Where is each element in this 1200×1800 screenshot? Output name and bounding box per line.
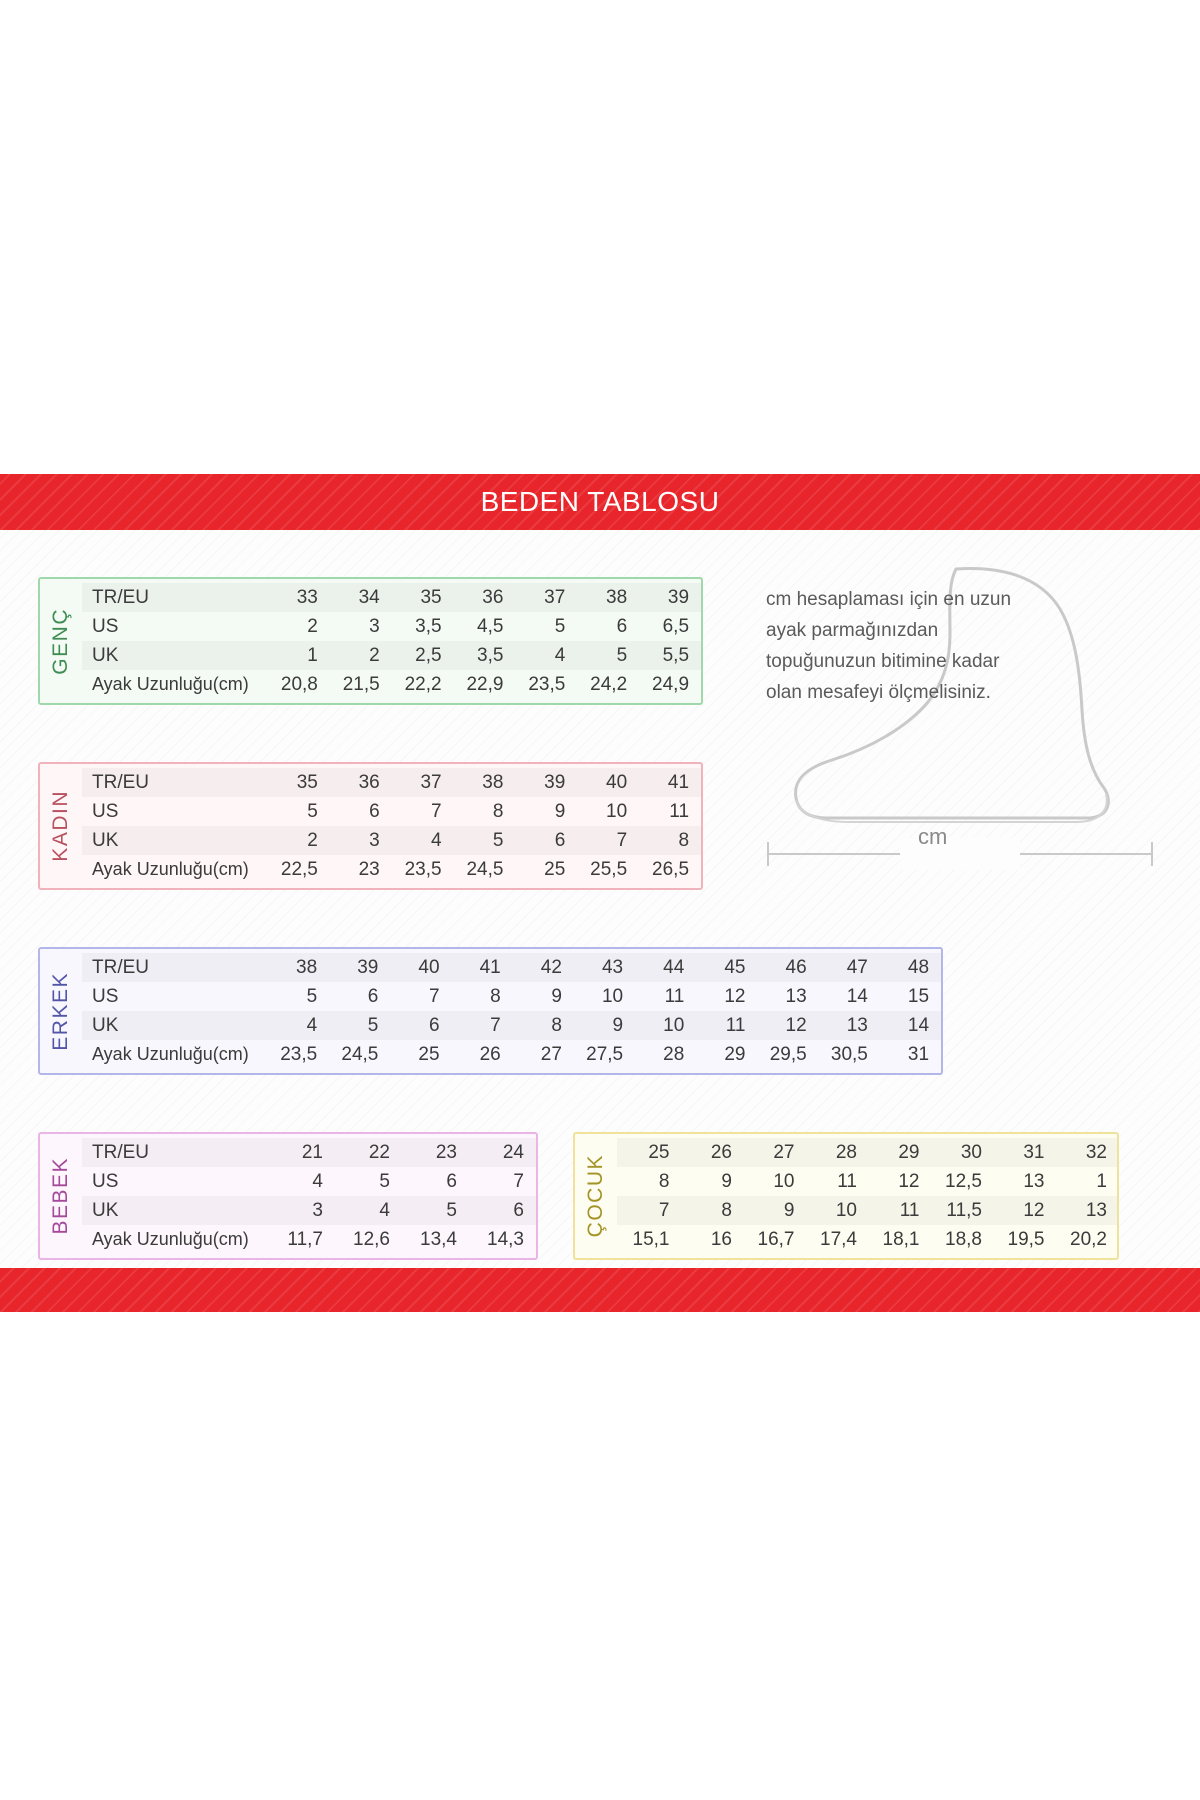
table-cell: 9	[783, 1199, 795, 1221]
group-label-text: GENÇ	[49, 607, 72, 675]
table-cell: 7	[616, 829, 628, 851]
table-row	[82, 1167, 536, 1196]
table-cell: 16	[710, 1228, 732, 1250]
row-cells	[617, 1171, 1117, 1193]
table-cell: 33	[296, 586, 318, 608]
table-cell: 7	[658, 1199, 670, 1221]
table-cell: 14,3	[487, 1228, 524, 1250]
row-cells	[268, 957, 941, 979]
table-cell: 26	[479, 1043, 501, 1065]
row-label: Ayak Uzunluğu(cm)	[92, 1044, 249, 1064]
table-cell: 38	[482, 771, 504, 793]
table-cell: 7	[428, 985, 440, 1007]
table-cell: 4	[306, 1014, 318, 1036]
table-cell: 11,5	[946, 1199, 982, 1221]
row-cells	[268, 1044, 941, 1066]
row-label: US	[92, 800, 119, 822]
table-cell: 23	[435, 1141, 457, 1163]
table-cell: 39	[667, 586, 690, 608]
group-label-kadin	[40, 764, 82, 888]
table-row	[617, 1138, 1117, 1167]
bottom-red-band	[0, 1268, 1200, 1312]
table-cell: 23,5	[528, 673, 566, 695]
size-group-bebek	[38, 1132, 538, 1260]
table-cell: 3,5	[415, 615, 442, 637]
table-cell: 37	[544, 586, 566, 608]
table-cell: 6	[369, 800, 380, 822]
table-cell: 12	[724, 985, 746, 1007]
size-group-cocuk	[573, 1132, 1119, 1260]
row-cells	[268, 587, 701, 609]
table-cell: 22,5	[280, 858, 318, 880]
table-row	[82, 855, 701, 884]
table-cell: 47	[846, 956, 868, 978]
table-cell: 5,5	[662, 644, 690, 666]
table-row	[82, 1196, 536, 1225]
table-cell: 7	[431, 800, 442, 822]
table-cell: 13,4	[420, 1228, 457, 1250]
table-cell: 12,6	[353, 1228, 390, 1250]
row-label: US	[92, 615, 119, 637]
table-row	[82, 768, 701, 797]
table-cell: 11	[725, 1014, 746, 1036]
table-cell: 5	[446, 1199, 457, 1221]
table-cell: 11,7	[287, 1228, 323, 1250]
table-cell: 9	[721, 1170, 732, 1192]
row-label: Ayak Uzunluğu(cm)	[92, 1229, 249, 1249]
table-cell: 8	[658, 1170, 670, 1192]
cm-measure-label: cm	[918, 824, 948, 849]
table-cell: 20,8	[280, 673, 318, 695]
table-cell: 16,7	[757, 1228, 795, 1250]
table-cell: 9	[554, 800, 566, 822]
table-cell: 13	[846, 1014, 868, 1036]
row-cells	[268, 986, 941, 1008]
table-cell: 48	[907, 956, 930, 978]
table-cell: 21	[301, 1141, 323, 1163]
table-cell: 18,1	[882, 1228, 920, 1250]
row-cells	[268, 859, 701, 881]
table-cell: 11	[837, 1170, 857, 1192]
table-cell: 20,2	[1070, 1228, 1107, 1250]
table-cell: 21,5	[342, 673, 380, 695]
table-cell: 14	[846, 985, 868, 1007]
table-cell: 37	[420, 771, 442, 793]
row-label: UK	[92, 1014, 119, 1036]
row-cells	[268, 1142, 536, 1164]
table-row	[82, 583, 701, 612]
table-cell: 5	[307, 800, 318, 822]
table-cell: 3	[369, 615, 380, 637]
table-cell: 8	[490, 985, 501, 1007]
table-cell: 5	[306, 985, 318, 1007]
table-cell: 39	[544, 771, 566, 793]
group-label-bebek	[40, 1134, 82, 1258]
table-cell: 23,5	[280, 1043, 318, 1065]
table-cell: 28	[835, 1141, 857, 1163]
table-row	[617, 1167, 1117, 1196]
size-group-genc	[38, 577, 703, 705]
table-cell: 12,5	[945, 1170, 982, 1192]
chart-title: BEDEN TABLOSU	[480, 486, 720, 517]
table-cell: 4	[431, 829, 442, 851]
group-rows	[82, 579, 701, 703]
table-cell: 35	[296, 771, 318, 793]
table-row	[82, 641, 701, 670]
table-cell: 8	[492, 800, 504, 822]
group-rows	[82, 949, 941, 1073]
table-cell: 29	[724, 1043, 746, 1065]
group-label-cocuk	[575, 1134, 617, 1258]
table-cell: 34	[358, 586, 380, 608]
table-row	[82, 1225, 536, 1254]
row-cells	[268, 772, 701, 794]
table-row	[82, 953, 941, 982]
table-cell: 4	[554, 644, 566, 666]
row-cells	[268, 645, 701, 667]
table-cell: 12	[785, 1014, 807, 1036]
table-row	[82, 612, 701, 641]
table-cell: 6	[428, 1014, 440, 1036]
table-cell: 4,5	[477, 615, 504, 637]
table-cell: 25	[418, 1043, 440, 1065]
table-cell: 13	[785, 985, 807, 1007]
table-cell: 15,1	[632, 1228, 670, 1250]
row-cells	[268, 674, 701, 696]
table-cell: 9	[551, 985, 562, 1007]
table-cell: 24,9	[652, 673, 690, 695]
table-cell: 26	[710, 1141, 732, 1163]
group-label-text: ERKEK	[49, 971, 72, 1051]
size-group-kadin	[38, 762, 703, 890]
row-label: UK	[92, 644, 119, 666]
table-cell: 5	[492, 829, 504, 851]
table-cell: 10	[606, 800, 628, 822]
table-cell: 28	[663, 1043, 685, 1065]
table-cell: 24,5	[466, 858, 504, 880]
table-cell: 6	[446, 1170, 457, 1192]
group-label-text: ÇOCUK	[584, 1154, 607, 1238]
table-cell: 10	[835, 1199, 857, 1221]
table-cell: 8	[721, 1199, 732, 1221]
table-row	[82, 797, 701, 826]
table-cell: 2	[307, 829, 318, 851]
table-cell: 27	[540, 1043, 562, 1065]
table-cell: 44	[663, 956, 685, 978]
table-cell: 6	[367, 985, 379, 1007]
table-row	[82, 1138, 536, 1167]
group-label-text: KADIN	[49, 790, 72, 862]
table-cell: 42	[540, 956, 562, 978]
table-cell: 17,4	[820, 1228, 857, 1250]
table-cell: 18,8	[945, 1228, 982, 1250]
table-cell: 12	[898, 1170, 920, 1192]
table-cell: 12	[1023, 1199, 1045, 1221]
table-cell: 25	[648, 1141, 670, 1163]
table-cell: 30	[960, 1141, 982, 1163]
table-cell: 26,5	[652, 858, 690, 880]
table-cell: 15	[907, 985, 930, 1007]
table-cell: 24,2	[590, 673, 628, 695]
table-cell: 25	[544, 858, 566, 880]
table-cell: 14	[907, 1014, 930, 1036]
table-cell: 19,5	[1007, 1228, 1045, 1250]
row-label: TR/EU	[92, 1141, 149, 1163]
table-cell: 46	[785, 956, 807, 978]
table-row	[82, 982, 941, 1011]
row-cells	[617, 1200, 1117, 1222]
table-cell: 10	[663, 1014, 685, 1036]
table-cell: 11	[669, 800, 690, 822]
table-cell: 5	[379, 1170, 390, 1192]
table-cell: 23	[358, 858, 380, 880]
table-cell: 4	[379, 1199, 390, 1221]
table-cell: 43	[601, 956, 624, 978]
table-cell: 31	[1023, 1141, 1045, 1163]
table-cell: 6	[554, 829, 566, 851]
row-cells	[268, 1200, 536, 1222]
table-cell: 41	[479, 956, 501, 978]
row-label: TR/EU	[92, 771, 149, 793]
group-rows	[82, 764, 701, 888]
table-cell: 45	[724, 956, 746, 978]
measurement-note: cm hesaplaması için en uzun ayak parmağınızdan topuğunuzun bitimine kadar olan mesafeyi ölçmelisiniz.	[766, 589, 1012, 703]
table-cell: 29,5	[769, 1043, 807, 1065]
table-cell: 6	[616, 615, 628, 637]
table-cell: 41	[667, 771, 690, 793]
table-cell: 10	[773, 1170, 795, 1192]
table-cell: 11	[899, 1199, 920, 1221]
table-cell: 5	[367, 1014, 379, 1036]
table-cell: 25,5	[590, 858, 628, 880]
row-cells	[268, 1229, 536, 1251]
table-cell: 5	[616, 644, 628, 666]
table-row	[82, 670, 701, 699]
table-row	[617, 1196, 1117, 1225]
row-label: TR/EU	[92, 956, 149, 978]
table-cell: 6,5	[662, 615, 690, 637]
group-label-erkek	[40, 949, 82, 1073]
row-label: Ayak Uzunluğu(cm)	[92, 859, 249, 879]
table-cell: 40	[418, 956, 440, 978]
table-cell: 7	[490, 1014, 501, 1036]
table-cell: 36	[482, 586, 504, 608]
group-rows	[617, 1134, 1117, 1258]
row-cells	[268, 830, 701, 852]
table-cell: 3	[312, 1199, 323, 1221]
table-row	[617, 1225, 1117, 1254]
size-chart-card	[0, 474, 1200, 1312]
table-cell: 8	[678, 829, 690, 851]
table-cell: 22,2	[404, 673, 442, 695]
table-row	[82, 826, 701, 855]
table-cell: 23,5	[404, 858, 442, 880]
table-row	[82, 1011, 941, 1040]
table-cell: 7	[513, 1170, 524, 1192]
group-label-text: BEBEK	[49, 1157, 72, 1235]
table-cell: 38	[606, 586, 628, 608]
row-label: US	[92, 985, 119, 1007]
table-cell: 3,5	[477, 644, 504, 666]
table-cell: 2	[369, 644, 380, 666]
table-cell: 22	[368, 1141, 390, 1163]
table-cell: 31	[907, 1043, 930, 1065]
row-label: Ayak Uzunluğu(cm)	[92, 674, 249, 694]
group-rows	[82, 1134, 536, 1258]
table-cell: 24,5	[341, 1043, 379, 1065]
table-cell: 6	[513, 1199, 524, 1221]
row-cells	[617, 1142, 1117, 1164]
table-cell: 40	[606, 771, 628, 793]
table-cell: 2	[307, 615, 318, 637]
table-cell: 9	[612, 1014, 624, 1036]
row-cells	[268, 1015, 941, 1037]
row-cells	[268, 616, 701, 638]
table-cell: 27,5	[586, 1043, 624, 1065]
table-cell: 8	[551, 1014, 562, 1036]
table-cell: 10	[601, 985, 624, 1007]
table-cell: 29	[898, 1141, 920, 1163]
table-cell: 1	[1096, 1170, 1107, 1192]
table-cell: 39	[357, 956, 379, 978]
row-label: US	[92, 1170, 119, 1192]
table-cell: 27	[773, 1141, 795, 1163]
table-cell: 3	[369, 829, 380, 851]
table-cell: 32	[1085, 1141, 1107, 1163]
size-group-erkek	[38, 947, 943, 1075]
table-cell: 4	[312, 1170, 323, 1192]
table-cell: 30,5	[830, 1043, 868, 1065]
table-cell: 35	[420, 586, 442, 608]
table-cell: 1	[307, 644, 318, 666]
table-cell: 13	[1085, 1199, 1107, 1221]
row-cells	[617, 1229, 1117, 1251]
table-cell: 13	[1023, 1170, 1045, 1192]
group-label-genc	[40, 579, 82, 703]
table-cell: 24	[502, 1141, 524, 1163]
table-cell: 22,9	[466, 673, 504, 695]
row-label: UK	[92, 1199, 119, 1221]
table-cell: 36	[358, 771, 380, 793]
row-label: TR/EU	[92, 586, 149, 608]
table-cell: 11	[664, 985, 685, 1007]
row-label: UK	[92, 829, 119, 851]
table-cell: 2,5	[415, 644, 442, 666]
row-cells	[268, 801, 701, 823]
table-cell: 38	[296, 956, 318, 978]
row-cells	[268, 1171, 536, 1193]
table-cell: 5	[554, 615, 566, 637]
table-row	[82, 1040, 941, 1069]
